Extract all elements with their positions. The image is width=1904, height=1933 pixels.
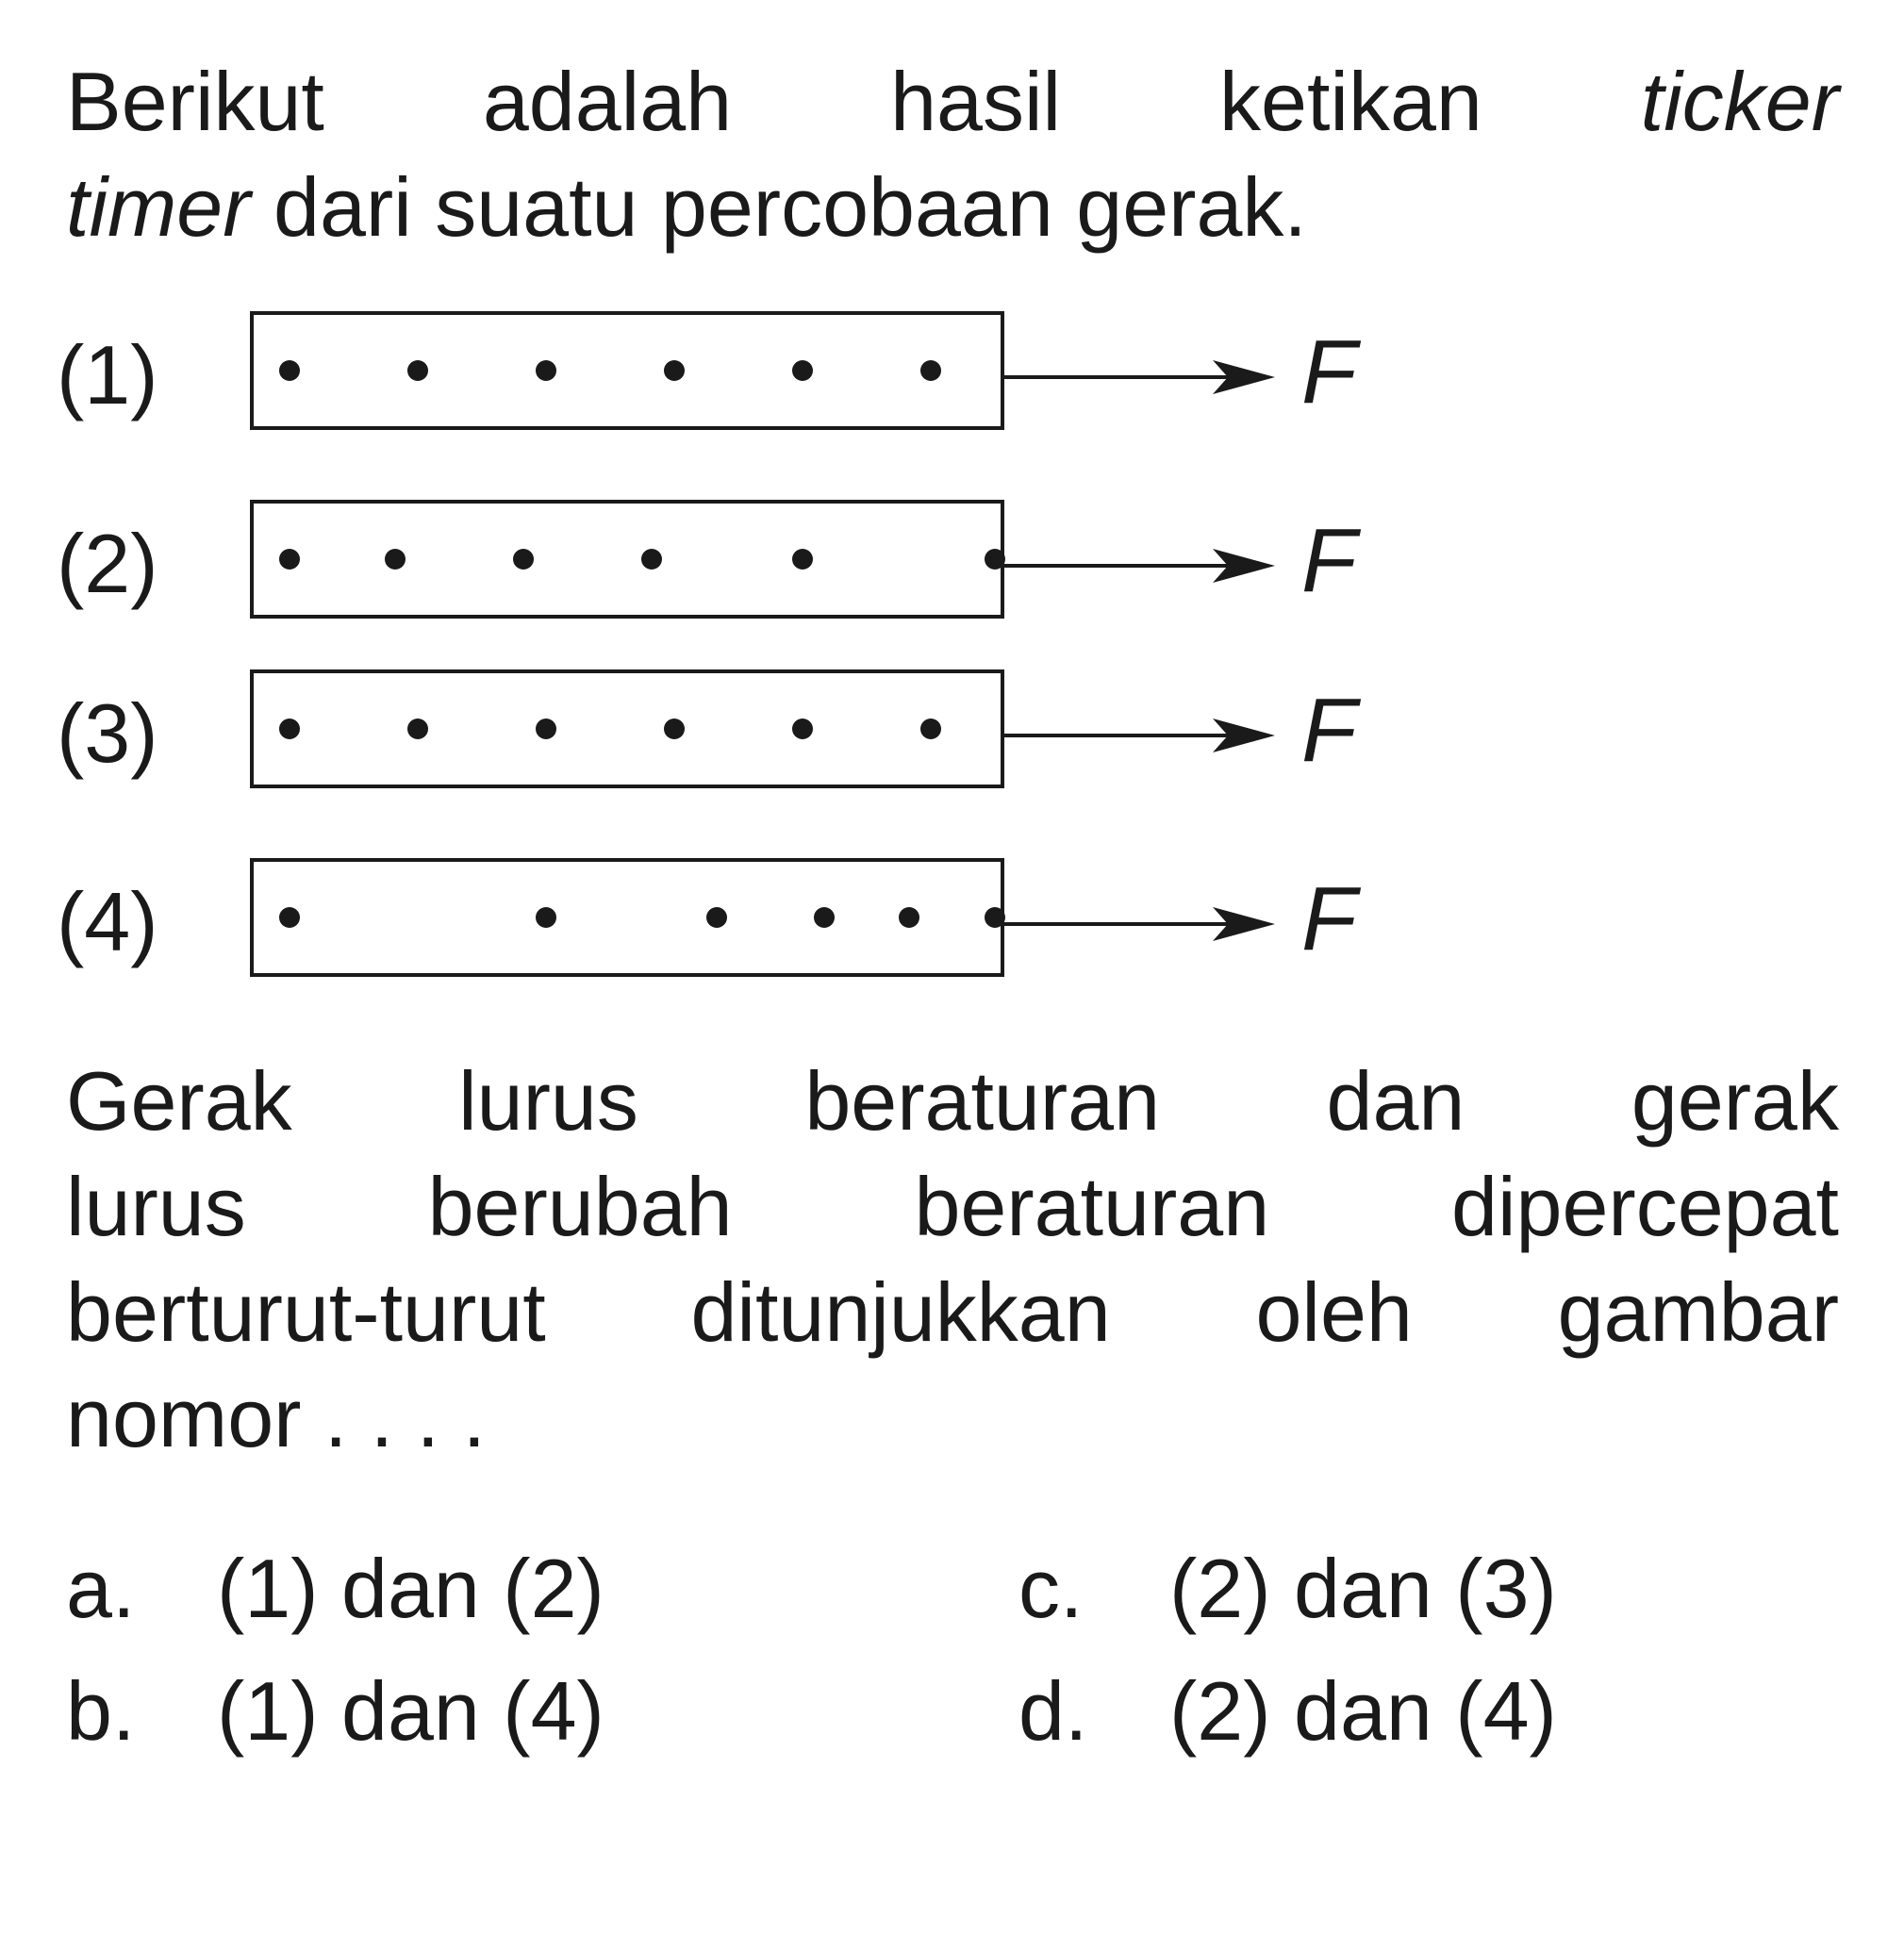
choice-text: (1) dan (4) [217,1664,604,1758]
italic-term-timer: timer [66,160,251,254]
intro-paragraph [66,49,1839,260]
intro-line-2: timer dari suatu percobaan gerak. [66,160,1307,254]
force-arrow-icon [1003,669,1277,788]
choice-letter: b. [66,1664,136,1758]
question-line-2: lurus berubah beraturan dipercepat [66,1160,1839,1253]
choice-text: (1) dan (2) [217,1542,604,1635]
tape-label: (3) [57,686,158,780]
tape-row-2 [57,500,1471,632]
tape-dot [641,549,662,570]
tape-dot [706,907,727,928]
ticker-tape [250,669,1004,788]
tape-row-1 [57,311,1471,443]
tape-label: (1) [57,328,158,421]
italic-term-ticker: ticker [1640,55,1840,148]
force-label: F [1301,510,1357,611]
tape-row-4 [57,858,1471,990]
tape-dot [407,719,428,739]
tape-dot [792,549,813,570]
question-line-3: berturut-turut ditunjukkan oleh gambar [66,1265,1839,1359]
tape-label: (2) [57,517,158,610]
tape-dot [279,907,300,928]
tape-dot [664,719,685,739]
choice-b[interactable] [66,1650,604,1773]
question-line-4: nomor . . . . [66,1371,487,1464]
tape-dot [279,719,300,739]
tape-dot [279,549,300,570]
tape-dot [920,719,941,739]
tape-dot [407,360,428,381]
question-paragraph [66,1049,1839,1471]
force-label: F [1301,322,1357,422]
ticker-tape [250,311,1004,430]
tape-dot [792,360,813,381]
tape-dot [536,719,556,739]
choice-text: (2) dan (3) [1169,1542,1557,1635]
tape-dot [513,549,534,570]
tape-dot [985,907,1005,928]
tape-dot [664,360,685,381]
choice-text: (2) dan (4) [1169,1664,1557,1758]
choice-letter: a. [66,1542,136,1635]
choice-a[interactable] [66,1528,604,1650]
intro-line-1: Berikut adalah hasil ketikan ticker [66,55,1840,148]
tape-dot [814,907,835,928]
choice-letter: d. [1018,1664,1088,1758]
ticker-tape [250,500,1004,619]
choice-c[interactable] [1018,1528,1557,1650]
force-arrow-icon [1003,311,1277,430]
force-label: F [1301,868,1357,969]
tape-dot [385,549,406,570]
choice-letter: c. [1018,1542,1084,1635]
choice-d[interactable] [1018,1650,1557,1773]
tape-dot [279,360,300,381]
ticker-tape [250,858,1004,977]
tape-dot [792,719,813,739]
tape-row-3 [57,669,1471,801]
force-arrow-icon [1003,858,1277,977]
question-line-1: Gerak lurus beraturan dan gerak [66,1054,1839,1148]
tape-dot [536,360,556,381]
tape-dot [920,360,941,381]
tape-dot [985,549,1005,570]
tape-dot [536,907,556,928]
force-arrow-icon [1003,500,1277,619]
tape-label: (4) [57,875,158,968]
force-label: F [1301,680,1357,781]
tape-dot [899,907,919,928]
